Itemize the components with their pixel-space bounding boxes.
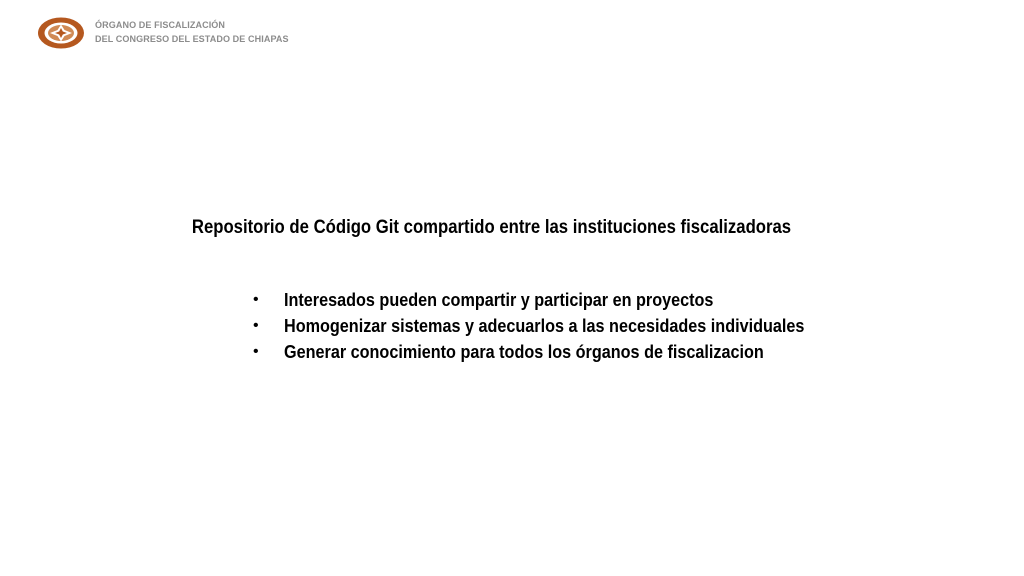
bullet-item bbox=[253, 313, 862, 339]
bullet-marker: • bbox=[253, 343, 259, 360]
bullet-marker: • bbox=[253, 317, 259, 334]
ofscech-logo-icon bbox=[36, 15, 86, 51]
bullet-text: Homogenizar sistemas y adecuarlos a las necesidades individuales bbox=[284, 315, 805, 336]
org-name-line-1: ÓRGANO DE FISCALIZACIÓN bbox=[95, 20, 226, 31]
organization-name bbox=[95, 19, 299, 47]
org-name-line-2: DEL CONGRESO DEL ESTADO DE CHIAPAS bbox=[95, 34, 289, 45]
slide-title: Repositorio de Código Git compartido entre las instituciones fiscalizadoras bbox=[191, 217, 792, 238]
bullet-text: Generar conocimiento para todos los órganos de fiscalizacion bbox=[284, 341, 764, 362]
bullet-list bbox=[253, 287, 862, 365]
bullet-item bbox=[253, 339, 862, 365]
header bbox=[36, 15, 299, 51]
bullet-text: Interesados pueden compartir y participar en proyectos bbox=[284, 289, 714, 310]
bullet-marker: • bbox=[253, 291, 259, 308]
bullet-item bbox=[253, 287, 862, 313]
